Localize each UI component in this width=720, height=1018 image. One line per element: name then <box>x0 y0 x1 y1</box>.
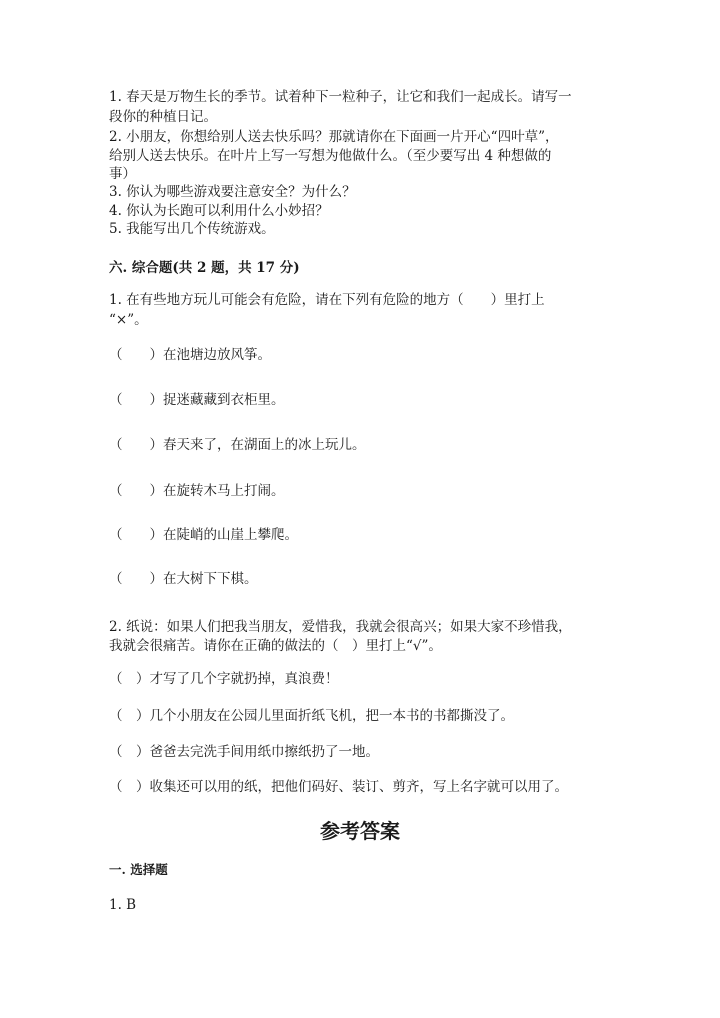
answer-key-title: 参考答案 <box>320 819 400 843</box>
q1-item-2: （ ）捉迷藏藏到衣柜里。 <box>109 392 285 408</box>
q2-prompt-line-1: 2. 纸说：如果人们把我当朋友，爱惜我，我就会很高兴；如果大家不珍惜我， <box>109 619 572 635</box>
intro-line-6: 3. 你认为哪些游戏要注意安全？为什么？ <box>109 184 356 200</box>
q1-item-4: （ ）在旋转木马上打闹。 <box>109 483 285 499</box>
q2-prompt-line-2: 我就会很痛苦。请你在正确的做法的（ ）里打上“√”。 <box>109 638 442 654</box>
q2-item-2: （ ）几个小朋友在公园儿里面折纸飞机，把一本书的书都撕没了。 <box>109 708 514 724</box>
q1-prompt-line-2: “×”。 <box>109 312 148 328</box>
intro-line-1: 1. 春天是万物生长的季节。试着种下一粒种子，让它和我们一起成长。请写一 <box>109 89 572 105</box>
q1-item-6: （ ）在大树下下棋。 <box>109 571 258 587</box>
answer-1: 1. B <box>109 897 137 913</box>
intro-line-4: 给别人送去快乐。在叶片上写一写想为他做什么。（至少要写出 4 种想做的 <box>109 148 552 164</box>
q1-item-3: （ ）春天来了，在湖面上的冰上玩儿。 <box>109 437 366 453</box>
intro-line-5: 事） <box>109 166 136 182</box>
section-6-heading: 六. 综合题(共 2 题，共 17 分) <box>109 260 300 276</box>
q1-item-1: （ ）在池塘边放风筝。 <box>109 347 271 363</box>
intro-line-2: 段你的种植日记。 <box>109 109 217 125</box>
intro-line-3: 2. 小朋友，你想给别人送去快乐吗？那就请你在下面画一片开心“四叶草”， <box>109 129 559 145</box>
q2-item-1: （ ）才写了几个字就扔掉，真浪费！ <box>109 671 339 687</box>
q2-item-4: （ ）收集还可以用的纸，把他们码好、装订、剪齐，写上名字就可以用了。 <box>109 779 568 795</box>
answer-section-1-heading: 一. 选择题 <box>109 862 168 877</box>
q1-item-5: （ ）在陡峭的山崖上攀爬。 <box>109 527 298 543</box>
intro-line-8: 5. 我能写出几个传统游戏。 <box>109 221 275 237</box>
q1-prompt-line-1: 1. 在有些地方玩儿可能会有危险，请在下列有危险的地方（ ）里打上 <box>109 292 545 308</box>
intro-line-7: 4. 你认为长跑可以利用什么小妙招？ <box>109 203 329 219</box>
q2-item-3: （ ）爸爸去完洗手间用纸巾擦纸扔了一地。 <box>109 744 379 760</box>
